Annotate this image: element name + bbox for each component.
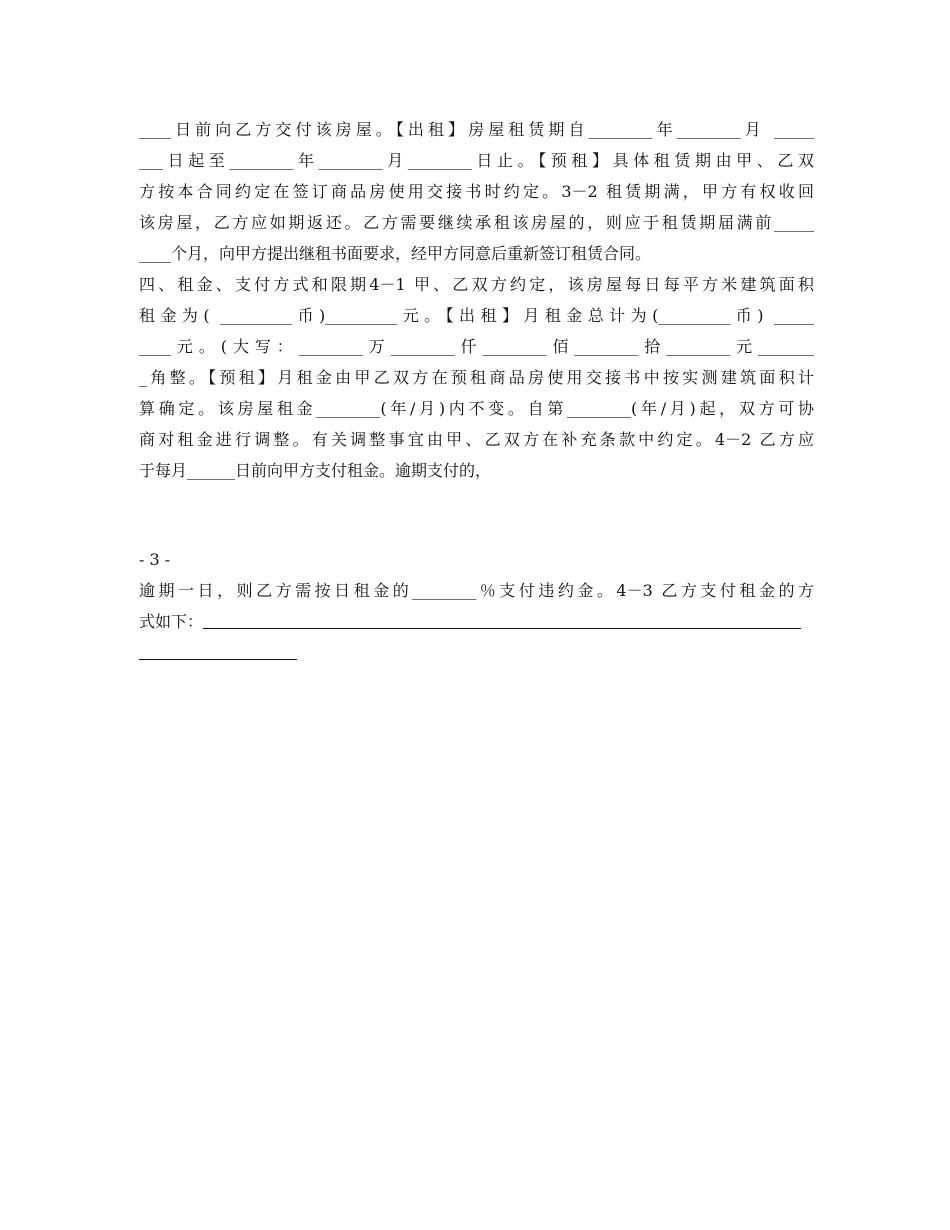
contract-text-upper — [139, 114, 814, 486]
text-line: 租金为( _________币)_________元。【出租】月租金总计为(_________币) _____ — [139, 306, 814, 325]
text-line: 该房屋，乙方应如期返还。乙方需要继续承租该房屋的，则应于租赁期届满前_____ — [139, 213, 814, 232]
text-line: 于每月______日前向甲方支付租金。逾期支付的， — [139, 461, 492, 480]
contract-text-lower — [139, 575, 814, 668]
text-line: 算确定。该房屋租金________(年/月)内不变。自第________(年/月)起，双方可协 — [139, 399, 814, 418]
text-line: 逾期一日，则乙方需按日租金的________％支付违约金。4－3 乙方支付租金的方 — [139, 581, 814, 600]
text-line — [139, 606, 814, 637]
text-line: _角整。【预租】月租金由甲乙双方在预租商品房使用交接书中按实测建筑面积计 — [139, 368, 814, 387]
text-line: ____日前向乙方交付该房屋。【出租】房屋租赁期自________年________月 _____ — [139, 120, 814, 139]
text-line: 四、租金、支付方式和限期4－1 甲、乙双方约定，该房屋每日每平方米建筑面积 — [139, 275, 814, 294]
page-number: - 3 - — [139, 550, 171, 569]
fill-in-blank — [139, 637, 297, 668]
text-line: 方按本合同约定在签订商品房使用交接书时约定。3－2 租赁期满，甲方有权收回 — [139, 182, 814, 201]
text-fragment: 式如下： — [139, 612, 204, 631]
text-line: 商对租金进行调整。有关调整事宜由甲、乙双方在补充条款中约定。4－2 乙方应 — [139, 430, 814, 449]
text-line: ___日起至________年________月________日止。【预租】具体租赁期由甲、乙双 — [139, 151, 814, 170]
fill-in-blank — [203, 610, 801, 629]
text-line: ____元。(大写：________万________仟________佰________拾________元_______ — [139, 337, 814, 356]
text-line: ____个月，向甲方提出继租书面要求，经甲方同意后重新签订租赁合同。 — [139, 244, 652, 263]
